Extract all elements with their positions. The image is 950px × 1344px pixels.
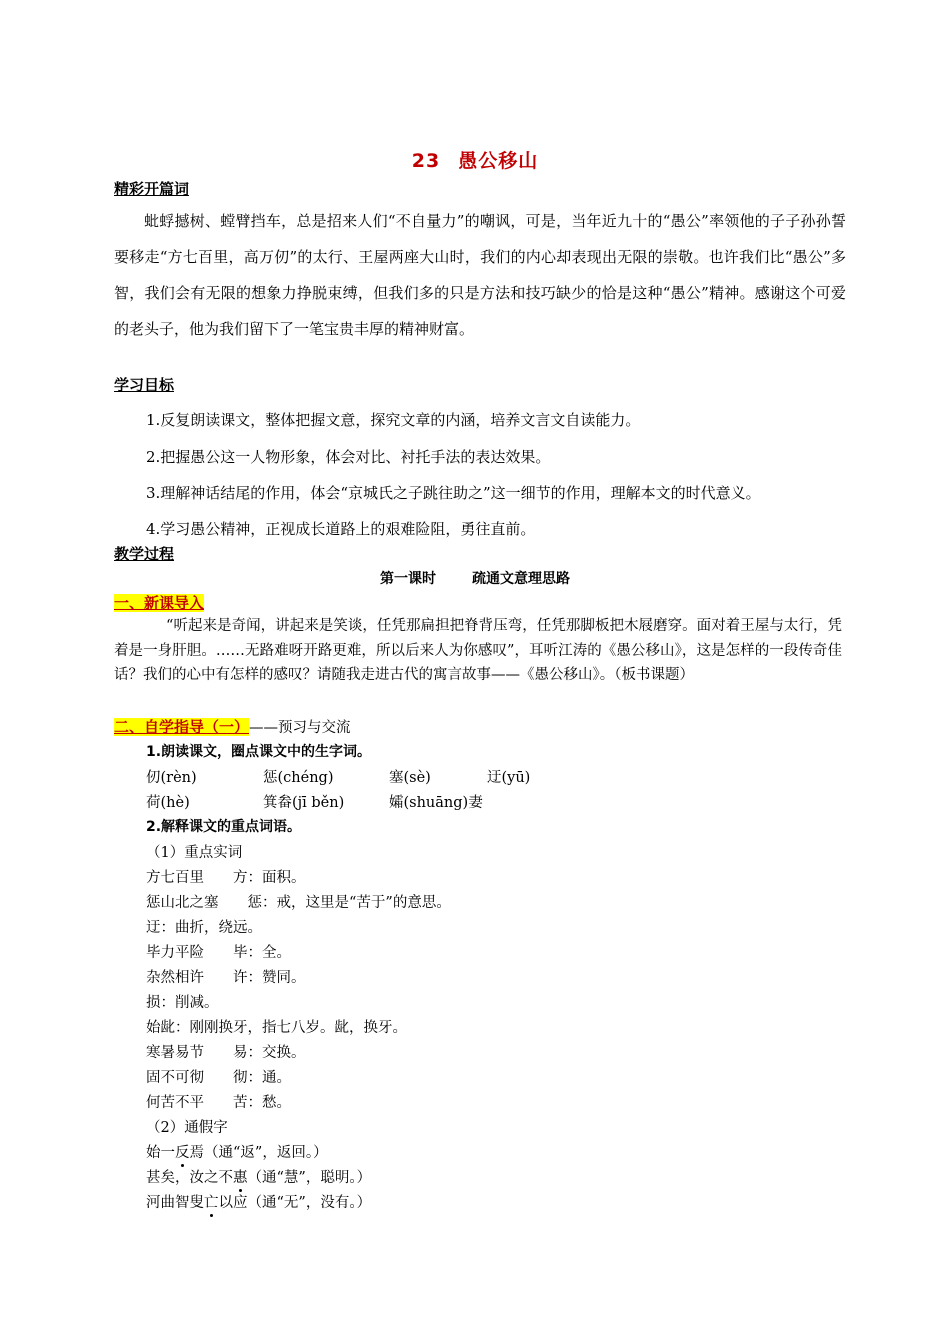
pinyin-item: 荷(hè) — [146, 795, 190, 811]
word-entry: 方七百里 方：面积。 — [146, 870, 306, 886]
pinyin-item: 孀(shuāng)妻 — [389, 795, 483, 811]
word-entry: 毕力平险 毕：全。 — [146, 945, 291, 961]
word-entry: 寒暑易节 易：交换。 — [146, 1045, 306, 1061]
word-entry: 惩山北之塞 惩：戒，这里是“苦于”的意思。 — [146, 895, 451, 911]
section-heading-process: 教学过程 — [114, 545, 175, 563]
lesson-topic: 疏通文意理思路 — [472, 571, 570, 587]
goal-item: 2.把握愚公这一人物形象，体会对比、衬托手法的表达效果。 — [146, 448, 551, 466]
tongjia-char: 反 — [175, 1145, 190, 1161]
tongjia-char: 惠 — [233, 1170, 248, 1186]
lesson-title: 愚公移山 — [458, 150, 539, 172]
tongjia-entry — [146, 1166, 371, 1187]
pinyin-row-2 — [146, 791, 483, 812]
tongjia-text: （通“慧”，聪明。） — [247, 1170, 372, 1186]
section-heading-opening: 精彩开篇词 — [114, 180, 190, 198]
word-entry: 迂：曲折，绕远。 — [146, 920, 262, 936]
lesson-number: 23 — [411, 150, 441, 172]
pinyin-item: 仞(rèn) — [146, 770, 197, 786]
part2-heading-suffix: ——预习与交流 — [249, 720, 351, 736]
opening-paragraph: 蚍蜉撼树、螳臂挡车，总是招来人们“不自量力”的嘲讽，可是，当年近九十的“愚公”率领他的子子孙孙誓要移走“方七百里，高万仞”的太行、王屋两座大山时，我们的内心却表现出无限的崇敬。也许我们比“愚公”多智，我们会有无限的想象力挣脱束缚，但我们多的只是方法和技巧缺少的恰是这种“愚公”精神。感谢这个可爱的老头子，他为我们留下了一笔宝贵丰厚的精神财富。 — [114, 212, 846, 338]
pinyin-row-1 — [146, 766, 530, 787]
question-2: 2.解释课文的重点词语。 — [146, 819, 302, 835]
tongjia-text: 焉（通“返”，返回。） — [189, 1145, 328, 1161]
goal-item: 1.反复朗读课文，整体把握文意，探究文章的内涵，培养文言文自读能力。 — [146, 411, 641, 429]
tongjia-text: 河曲智叟 — [146, 1195, 204, 1211]
word-entry: 固不可彻 彻：通。 — [146, 1070, 291, 1086]
section-heading-goals: 学习目标 — [114, 376, 175, 394]
pinyin-item: 迂(yū) — [487, 770, 531, 786]
tongjia-entry — [146, 1141, 328, 1162]
part2-heading: 二、自学指导（一） — [114, 718, 250, 736]
goal-item: 4.学习愚公精神，正视成长道路上的艰难险阻，勇往直前。 — [146, 520, 536, 538]
tongjia-text: 以应（通“无”，没有。） — [218, 1195, 372, 1211]
word-entry: 何苦不平 苦：愁。 — [146, 1095, 291, 1111]
pinyin-item: 塞(sè) — [389, 770, 431, 786]
question-1: 1.朗读课文，圈点课文中的生字词。 — [146, 744, 372, 760]
tongjia-entry — [146, 1191, 371, 1212]
goal-item: 3.理解神话结尾的作用，体会“京城氏之子跳往助之”这一细节的作用，理解本文的时代意义。 — [146, 484, 761, 502]
lesson-period: 第一课时 — [380, 571, 436, 587]
part1-heading: 一、新课导入 — [114, 594, 205, 612]
pinyin-item: 惩(chéng) — [263, 770, 334, 786]
subheading-key-words: （1）重点实词 — [146, 845, 243, 861]
page-title — [0, 146, 950, 173]
tongjia-text: 甚矣，汝之不 — [146, 1170, 233, 1186]
word-entry: 杂然相许 许：赞同。 — [146, 970, 306, 986]
tongjia-text: 始一 — [146, 1145, 175, 1161]
intro-paragraph: “听起来是奇闻，讲起来是笑谈，任凭那扁担把脊背压弯，任凭那脚板把木屐磨穿。面对着王屋与太行，凭着是一身肝胆。……无路难呀开路更难，所以后来人为你感叹”，耳听江涛的《愚公移山》，这是怎样的一段传奇佳话？我们的心中有怎样的感叹？请随我走进古代的寓言故事——《愚公移山》。（板书课题） — [114, 618, 842, 683]
part2-heading-wrap — [114, 716, 351, 737]
pinyin-item: 箕畚(jī běn) — [263, 795, 345, 811]
part1-heading-wrap — [114, 592, 204, 613]
tongjia-char: 亡 — [204, 1195, 219, 1211]
subheading-tongjia: （2）通假字 — [146, 1120, 228, 1136]
lesson-period-heading — [0, 568, 950, 588]
word-entry: 损：削减。 — [146, 995, 219, 1011]
word-entry: 始龀：刚刚换牙，指七八岁。龀，换牙。 — [146, 1020, 407, 1036]
